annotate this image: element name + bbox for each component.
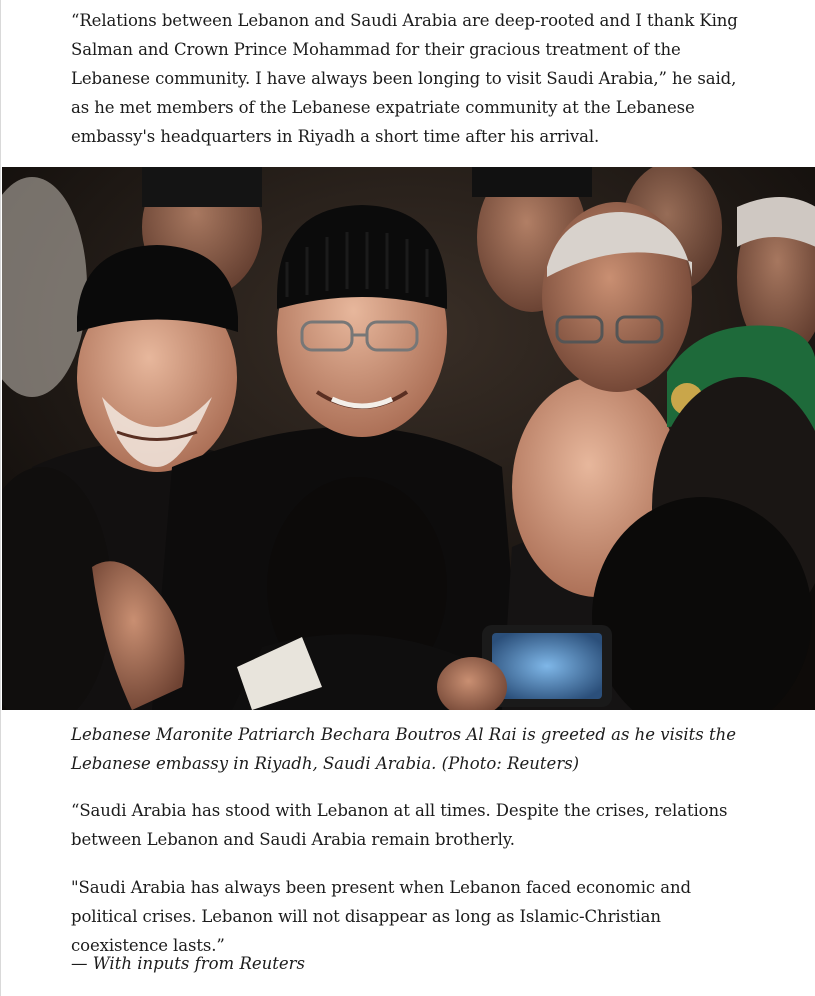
article-signoff: — With inputs from Reuters: [71, 954, 306, 973]
article-paragraph-1: “Relations between Lebanon and Saudi Arabia are deep-rooted and I thank King Salman and Crown Prince Mohammad for their gracious treatment of the Lebanese community. I have always been longing to visit Saudi Arabia,” he said, as he met members of the Lebanese expatriate community at the Lebanese embassy's headquarters in Riyadh a short time after his arrival.: [71, 11, 738, 146]
photo-crowd-scene: [2, 167, 815, 710]
article-photo: [2, 167, 815, 710]
photo-caption: Lebanese Maronite Patriarch Bechara Boutros Al Rai is greeted as he visits the Lebanese embassy in Riyadh, Saudi Arabia. (Photo: Reuters): [71, 725, 736, 773]
article-paragraph-2: “Saudi Arabia has stood with Lebanon at all times. Despite the crises, relations between Lebanon and Saudi Arabia remain brotherly.: [71, 801, 728, 849]
article-paragraph-3: "Saudi Arabia has always been present when Lebanon faced economic and political crises. Lebanon will not disappear as long as Islamic-Christian coexistence lasts.”: [71, 878, 691, 955]
